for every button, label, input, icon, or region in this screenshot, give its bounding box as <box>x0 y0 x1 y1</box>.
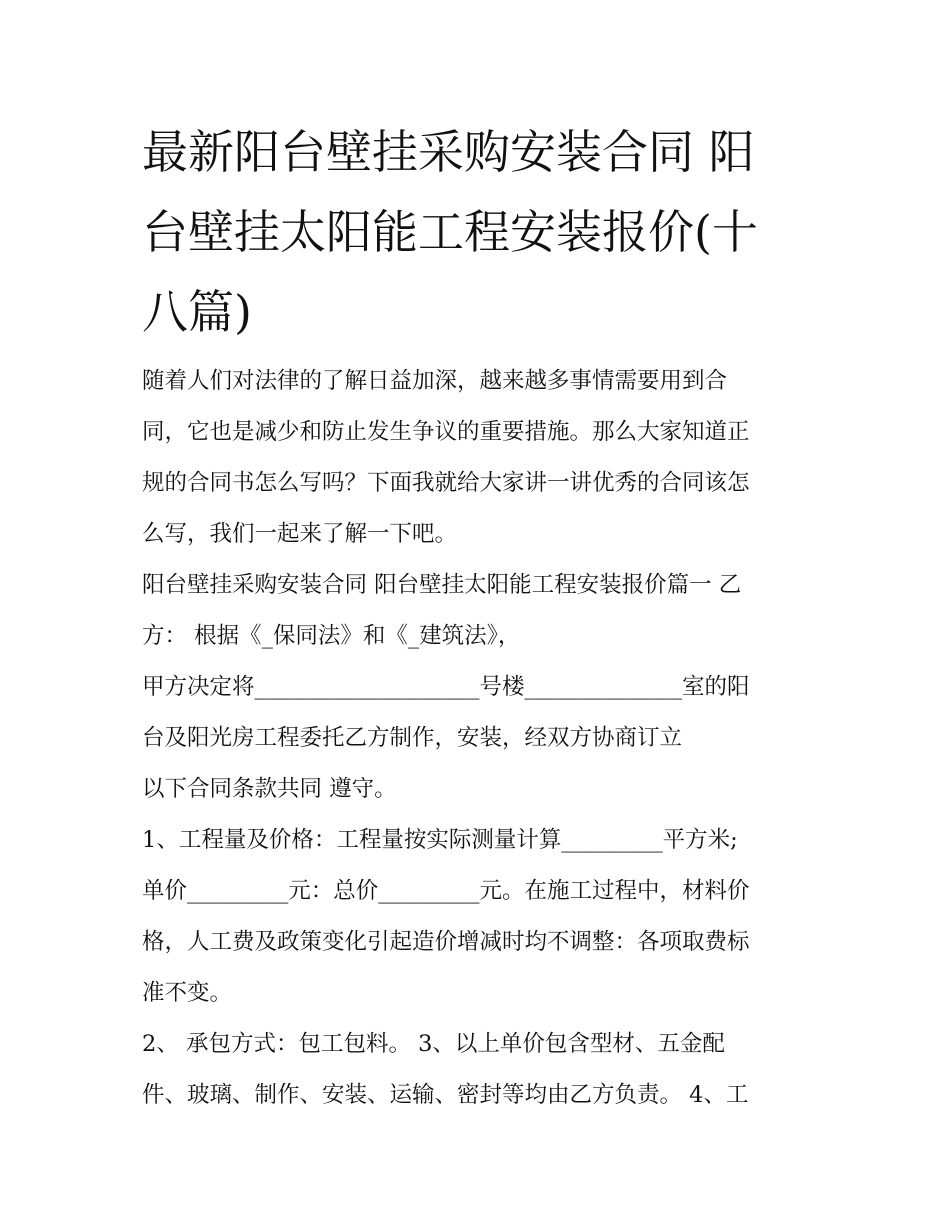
intro-line: 同，它也是减少和防止发生争议的重要措施。那么大家知道正 <box>142 419 750 445</box>
intro-line: 规的合同书怎么写吗？下面我就给大家讲一讲优秀的合同该怎 <box>142 470 750 496</box>
document-title <box>142 112 822 352</box>
clause-line: 格，人工费及政策变化引起造价增减时均不调整：各项取费标 <box>142 929 750 955</box>
clause-line: 件、玻璃、制作、安装、运输、密封等均由乙方负责。 4、工 <box>142 1082 749 1108</box>
title-line: 八篇) <box>142 285 252 339</box>
clause-line: 准不变。 <box>142 980 233 1006</box>
title-line: 台壁挂太阳能工程安装报价(十 <box>142 205 758 259</box>
contract-line: 以下合同条款共同 遵守。 <box>142 776 397 802</box>
clause-line: 1、工程量及价格：工程量按实际测量计算_________平方米; <box>142 827 738 853</box>
clause-line: 2、 承包方式：包工包料。 3、以上单价包含型材、五金配 <box>142 1031 725 1057</box>
document-body <box>142 356 822 1121</box>
contract-line: 方： 根据《_保同法》和《_建筑法》， <box>142 623 521 649</box>
title-line: 最新阳台壁挂采购安装合同 阳 <box>142 125 755 179</box>
contract-line: 甲方决定将____________________号楼______________室的阳 <box>142 674 750 700</box>
intro-line: 么写，我们一起来了解一下吧。 <box>142 521 458 547</box>
intro-line: 随着人们对法律的了解日益加深，越来越多事情需要用到合 <box>142 368 728 394</box>
clause-line: 单价_________元：总价_________元。在施工过程中，材料价 <box>142 878 750 904</box>
contract-line: 台及阳光房工程委托乙方制作，安装，经双方协商订立 <box>142 725 683 751</box>
section-heading-line: 阳台壁挂采购安装合同 阳台壁挂太阳能工程安装报价篇一 乙 <box>142 572 742 598</box>
